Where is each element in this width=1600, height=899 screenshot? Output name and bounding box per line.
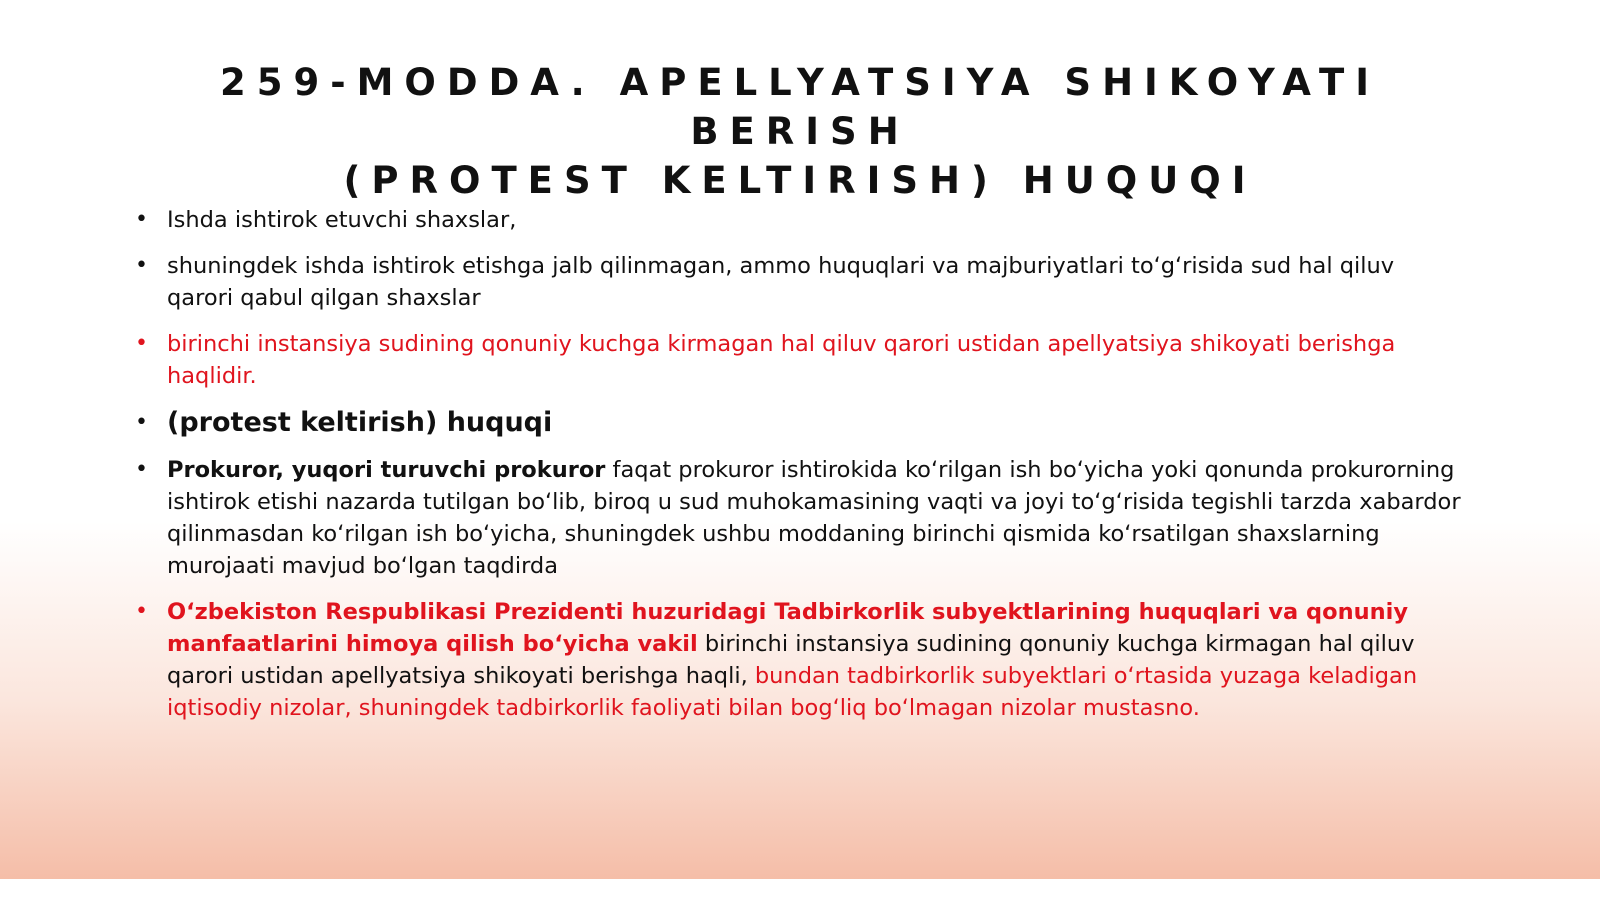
bullet-dot-icon: •: [135, 410, 148, 435]
bullet-dot-icon: •: [135, 331, 148, 356]
bullet-item-3: [135, 328, 1465, 392]
bullet-item-5: [135, 454, 1465, 582]
bullet-dot-icon: •: [135, 207, 148, 232]
bullet-dot-icon: •: [135, 599, 148, 624]
bullet-item-2: [135, 250, 1465, 314]
bullet-text: Ishda ishtirok etuvchi shaxslar,: [167, 207, 517, 233]
bullet-text: birinchi instansiya sudining qonuniy kuchga kirmagan hal qiluv qarori ustidan apellyatsiya shikoyati berishga haqlidir.: [167, 331, 1396, 389]
bullet-red-text: bundan tadbirkorlik subyektlari o‘rtasida yuzaga keladigan iqtisodiy nizolar, shuningdek tadbirkorlik faoliyati bilan bog‘liq bo‘lmagan nizolar mustasno.: [167, 663, 1418, 721]
bullet-item-6: [135, 596, 1465, 724]
bullet-text: faqat prokuror ishtirokida ko‘rilgan ish bo‘yicha yoki qonunda prokurorning ishtirok etishi nazarda tutilgan bo‘lib, biroq u sud muhokamasining vaqti va joyi to‘g‘risida tegishli tarzda xabardor qilinmasdan ko‘rilgan ish bo‘yicha, shuningdek ushbu moddaning birinchi qismida ko‘rsatilgan shaxslarning murojaati mavjud bo‘lgan taqdirda: [167, 457, 1461, 579]
title-line-2: (PROTEST KELTIRISH) HUQUQI: [343, 159, 1257, 202]
bullet-dot-icon: •: [135, 457, 148, 482]
bullet-item-1: [135, 204, 1465, 236]
bullet-text: birinchi instansiya sudining qonuniy kuchga kirmagan hal qiluv qarori ustidan apellyatsiya shikoyati berishga haqli,: [167, 631, 1415, 689]
bullet-text: (protest keltirish) huquqi: [167, 407, 553, 438]
bottom-strip: [0, 879, 1600, 899]
bullet-item-4: [135, 406, 1465, 440]
bullet-list: [135, 204, 1465, 738]
title-line-1: 259-MODDA. APELLYATSIYA SHIKOYATI BERISH: [220, 61, 1380, 153]
bullet-text: shuningdek ishda ishtirok etishga jalb qilinmagan, ammo huquqlari va majburiyatlari to‘g‘risida sud hal qiluv qarori qabul qilgan shaxslar: [167, 253, 1395, 311]
bullet-dot-icon: •: [135, 253, 148, 278]
slide-title: [100, 58, 1500, 205]
bullet-bold-text: O‘zbekiston Respublikasi Prezidenti huzuridagi Tadbirkorlik subyektlarining huquqlari va qonuniy manfaatlarini himoya qilish bo‘yicha vakil: [167, 599, 1409, 657]
bullet-bold-text: Prokuror, yuqori turuvchi prokuror: [167, 457, 606, 483]
